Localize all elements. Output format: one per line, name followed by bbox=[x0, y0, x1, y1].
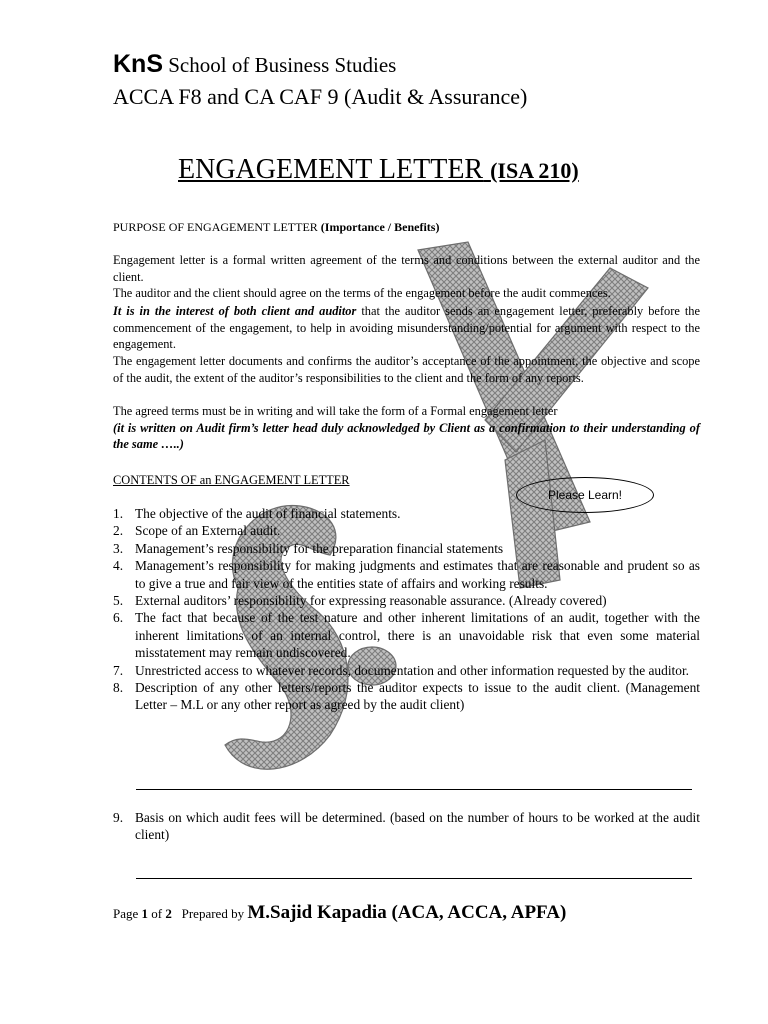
list-item bbox=[113, 522, 700, 539]
prepared-by-label: Prepared by bbox=[171, 906, 248, 921]
list-item bbox=[113, 609, 700, 661]
school-name-text: School of Business Studies bbox=[163, 53, 397, 77]
section-heading-purpose bbox=[113, 220, 439, 235]
list-item-text: The fact that because of the test nature and other inherent limitations of an audit, together with the inherent limitations of an internal control, there is an unavoidable risk that even some material misstatement may remain undiscovered. bbox=[135, 610, 700, 661]
please-learn-callout: Please Learn! bbox=[516, 477, 654, 513]
paragraph-text: The agreed terms must be in writing and will take the form of a Formal engagement letter bbox=[113, 404, 558, 418]
list-item-number: 6. bbox=[113, 610, 124, 626]
list-item-text: Description of any other letters/reports the auditor expects to issue to the audit client. (Management Letter – M.L or any other report as agreed by the audit client) bbox=[135, 680, 700, 713]
list-item bbox=[113, 505, 700, 522]
divider-line bbox=[136, 789, 692, 790]
list-item-number: 1. bbox=[113, 506, 124, 521]
paragraph-text: The auditor and the client should agree on the terms of the engagement before the audit commences. bbox=[113, 286, 611, 301]
paragraph-text: that the auditor sends an engagement letter, preferably before the commencement of the engagement, to help in avoiding misunderstanding/potential for argument with respect to the engagement. bbox=[113, 304, 701, 352]
list-item-text: External auditors’ responsibility for expressing reasonable assurance. (Already covered) bbox=[135, 593, 607, 609]
title-main: ENGAGEMENT LETTER bbox=[178, 154, 484, 185]
list-item bbox=[113, 679, 700, 714]
school-name bbox=[113, 51, 396, 78]
paragraph-documents: The engagement letter documents and confirms the auditor’s acceptance of the appointment, the objective and scope of the audit, the extent of the auditor’s responsibilities to the client and the form of any reports. bbox=[113, 354, 700, 385]
divider-line bbox=[136, 878, 692, 879]
paragraph-agreed-terms bbox=[113, 403, 700, 453]
document-title bbox=[178, 153, 579, 188]
page-number: 1 bbox=[141, 906, 149, 921]
list-item-number: 3. bbox=[113, 540, 124, 556]
purpose-heading-sub: (Importance / Benefits) bbox=[320, 220, 440, 234]
page-label: Page bbox=[113, 906, 142, 921]
list-item-number: 7. bbox=[113, 662, 124, 678]
course-title: ACCA F8 and CA CAF 9 (Audit & Assurance) bbox=[113, 84, 528, 109]
section-heading-contents: CONTENTS OF an ENGAGEMENT LETTER bbox=[113, 473, 350, 487]
list-item-number: 8. bbox=[113, 680, 124, 696]
list-item-text: Scope of an External audit. bbox=[135, 523, 281, 539]
contents-list-continued bbox=[113, 809, 700, 844]
page-of-label: of bbox=[148, 906, 166, 921]
list-item bbox=[113, 662, 700, 679]
list-item bbox=[113, 592, 700, 609]
emphasis-text: It is in the interest of both client and auditor bbox=[113, 304, 357, 318]
page-total: 2 bbox=[165, 906, 172, 921]
paragraph-interest bbox=[113, 303, 700, 353]
list-item-text: Basis on which audit fees will be determined. (based on the number of hours to be worked at the audit client) bbox=[135, 810, 700, 843]
paragraph-definition bbox=[113, 252, 700, 302]
contents-list bbox=[113, 505, 700, 714]
purpose-heading-text: PURPOSE OF ENGAGEMENT LETTER bbox=[113, 220, 321, 234]
list-item-text: The objective of the audit of financial statements. bbox=[135, 506, 401, 521]
list-item-number: 4. bbox=[113, 558, 124, 574]
emphasis-note: (it is written on Audit firm’s letter head duly acknowledged by Client as a confirmation to their understanding of the same …..) bbox=[113, 420, 700, 452]
list-item-number: 5. bbox=[113, 593, 124, 609]
list-item bbox=[113, 809, 700, 844]
list-item-text: Management’s responsibility for making judgments and estimates that are reasonable and prudent so as to give a true and fair view of the entities state of affairs and working results. bbox=[135, 558, 700, 591]
title-standard: (ISA 210) bbox=[490, 158, 579, 183]
list-item bbox=[113, 557, 700, 592]
brand-logo-text: KnS bbox=[113, 50, 163, 78]
list-item-text: Management’s responsibility for the preparation financial statements bbox=[135, 540, 504, 556]
list-item-number: 2. bbox=[113, 523, 124, 539]
page-footer bbox=[113, 901, 566, 926]
list-item-number: 9. bbox=[113, 810, 124, 825]
list-item-text: Unrestricted access to whatever records, documentation and other information requested by the auditor. bbox=[135, 662, 690, 678]
author-name: M.Sajid Kapadia (ACA, ACCA, APFA) bbox=[247, 902, 567, 923]
list-item bbox=[113, 540, 700, 557]
paragraph-text: Engagement letter is a formal written agreement of the terms and conditions between the external auditor and the client. bbox=[113, 253, 700, 284]
